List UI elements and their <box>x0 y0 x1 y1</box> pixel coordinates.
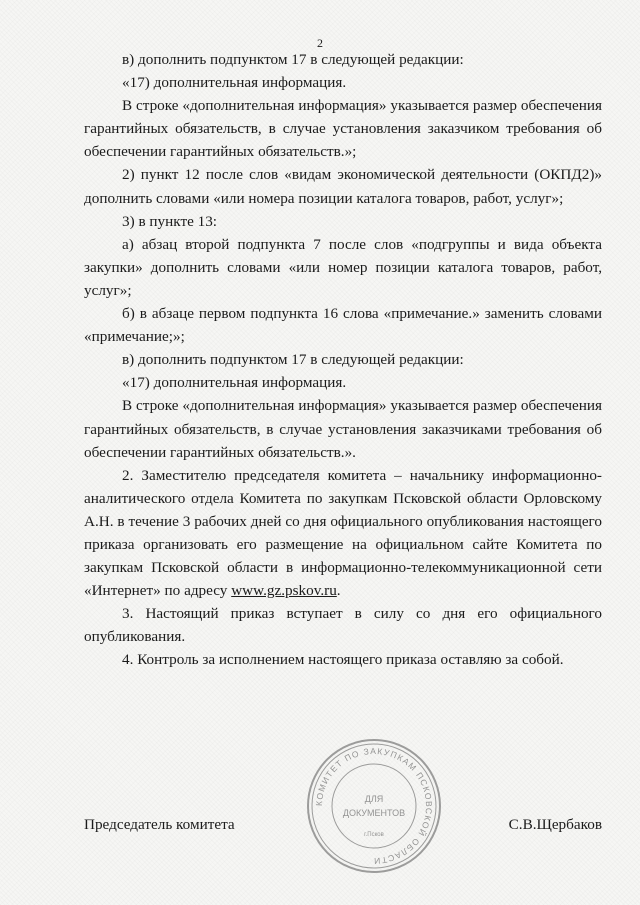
punctuation: . <box>336 582 341 600</box>
official-seal <box>304 736 444 876</box>
paragraph: 4. Контроль за исполнением настоящего приказа оставляю за собой. <box>122 651 564 669</box>
paragraph: 3) в пункте 13: <box>122 212 218 230</box>
page-number: 2 <box>317 36 323 50</box>
document-body <box>84 48 602 672</box>
paragraph: а) абзац второй подпункта 7 после слов «подгруппы и вида объекта закупки» дополнить словами «или номер позиции каталога товаров, работ, услуг»; <box>84 235 602 299</box>
signatory-position: Председатель комитета <box>84 816 235 833</box>
paragraph: в) дополнить подпунктом 17 в следующей редакции: <box>122 351 464 369</box>
signature-row <box>84 816 602 834</box>
paragraph: В строке «дополнительная информация» указывается размер обеспечения гарантийных обязательств, в случае установления заказчиками требования об обеспечении гарантийных обязательств.». <box>84 397 602 461</box>
seal-ring-text: КОМИТЕТ ПО ЗАКУПКАМ ПСКОВСКОЙ ОБЛАСТИ <box>313 745 435 867</box>
paragraph: «17) дополнительная информация. <box>122 374 347 392</box>
paragraph: б) в абзаце первом подпункта 16 слова «примечание.» заменить словами «примечание;»; <box>84 305 602 346</box>
paragraph-item-2 <box>84 464 602 603</box>
paragraph: 3. Настоящий приказ вступает в силу со дня его официального опубликования. <box>84 605 602 646</box>
paragraph-text: 2. Заместителю председателя комитета – начальнику информационно-аналитического отдела Комитета по закупкам Псковской области Орловскому А.Н. в течение 3 рабочих дней со дня официального опубликования настоящего приказа организовать его размещение на официальном сайте Комитета по закупкам Псковской области в информационно-телекоммуникационной сети «Интернет» по адресу <box>84 466 602 600</box>
signatory-name: С.В.Щербаков <box>508 816 602 833</box>
paragraph: «17) дополнительная информация. <box>122 74 347 92</box>
seal-center-line2: ДОКУМЕНТОВ <box>342 808 406 818</box>
seal-center-line1: ДЛЯ <box>364 794 384 804</box>
paragraph: В строке «дополнительная информация» указывается размер обеспечения гарантийных обязательств, в случае установления заказчиком требования об обеспечении гарантийных обязательств.»; <box>84 97 602 161</box>
paragraph: в) дополнить подпунктом 17 в следующей редакции: <box>122 51 464 68</box>
website-link[interactable]: www.gz.pskov.ru <box>231 582 337 600</box>
seal-bottom-text: г.Псков <box>364 832 384 838</box>
paragraph: 2) пункт 12 после слов «видам экономической деятельности (ОКПД2)» дополнить словами «или номера позиции каталога товаров, работ, услуг»; <box>84 166 602 207</box>
